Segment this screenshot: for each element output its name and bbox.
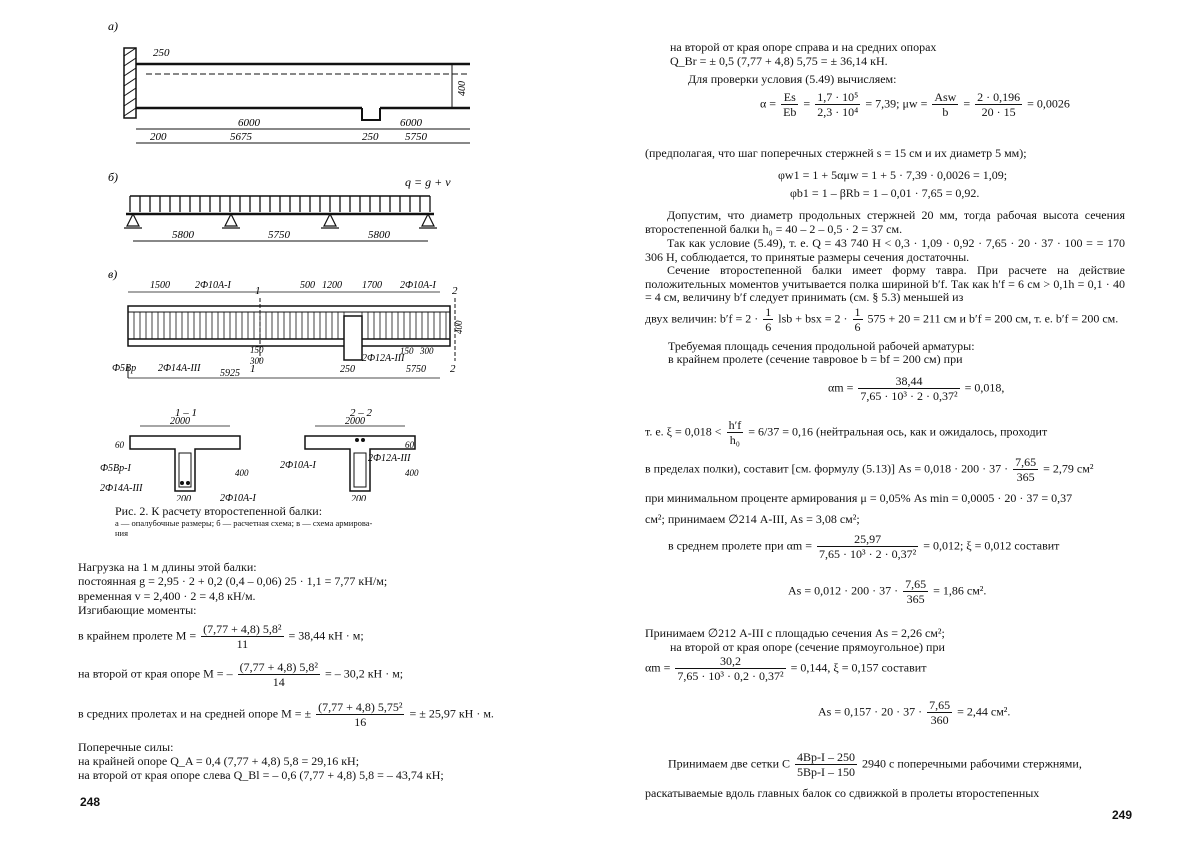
section-1-tee: [130, 436, 240, 491]
dim-500: 500: [300, 280, 315, 291]
right-line-18: Принимаем ∅212 А-III с площадью сечения As = 2,26 см²;: [645, 626, 945, 640]
section-1-label-3: 2Ф10А-I: [220, 493, 256, 501]
right-line-10: Требуемая площадь сечения продольной рабочей арматуры:: [668, 339, 975, 353]
dim-250-v: 250: [340, 364, 355, 375]
paragraph-1: Допустим, что диаметр продольных стержней 20 мм, тогда рабочая высота сечения второстепенной балки h₀ = 40 – 2 – 0,5 · 2 = 37 см.: [645, 208, 1125, 236]
beam-figure: [100, 16, 480, 501]
moment-second-support: на второй от края опоре M = – $\frac{\text{(7,77 + 4,8) 5,8²}}{14}$ = – 30,2 кН · м;: [78, 660, 404, 689]
section-1-base: 200: [176, 494, 191, 501]
section-2-title: 2 – 2: [350, 407, 372, 419]
bar-bottom-right: 2Ф12А-III: [362, 353, 405, 364]
dim-5925: 5925: [220, 368, 240, 379]
section-1-label-2: 2Ф14А-III: [100, 483, 143, 494]
right-line-23: раскатываемые вдоль главных балок со сдвижкой в пролеты второстепенных: [645, 786, 1040, 800]
page-number-right: 249: [1112, 808, 1133, 822]
dim-300a: 300: [250, 356, 264, 366]
load-heading: Нагрузка на 1 м длины этой балки:: [78, 560, 257, 574]
fig-label-a: а): [108, 19, 118, 33]
alpha-m-2: в среднем пролете при αm = $\frac{25,97}{\text{7,65 · 10³ · 2 · 0,37²}}$ = 0,012; ξ = 0,012 составит: [668, 532, 1060, 561]
dim-6000-2: 6000: [400, 117, 422, 129]
section-mark-1b: 1: [250, 363, 256, 375]
right-line-2: Q_Br = ± 0,5 (7,77 + 4,8) 5,75 = ± 36,14 кН.: [670, 54, 888, 68]
dim-5800-2: 5800: [368, 229, 390, 241]
section-1-label-1: Ф5Вр-I: [100, 463, 131, 474]
stirrups: [134, 312, 446, 339]
dim-200: 200: [150, 131, 167, 143]
page-number-left: 248: [80, 795, 101, 809]
fig-label-v: в): [108, 267, 118, 281]
section-2-height: 400: [405, 468, 419, 478]
section-1-flange: 60: [115, 440, 124, 450]
bf-formula: двух величин: b′f = 2 · $\frac{1}{6}$ lsb + bsx = 2 · $\frac{1}{6}$ 575 + 20 = 211 см и b′f = 200 см, т. е. b′f = 200 см.: [645, 305, 1119, 334]
phi-b1: φb1 = 1 – βRb = 1 – 0,01 · 7,65 = 0,92.: [790, 186, 980, 200]
alpha-m-1: αm = $\frac{38,44}{\text{7,65 · 10³ · 2 · 0,37²}}$ = 0,018,: [828, 374, 1005, 403]
section-mark-2: 2: [452, 285, 458, 297]
xi-line: т. е. ξ = 0,018 < $\frac{h'f}{\text{h₀}}$ = 6/37 = 0,16 (нейтральная ось, как и ожидалось, проходит: [645, 418, 1048, 447]
supports: [124, 214, 437, 228]
dim-6000-1: 6000: [238, 117, 260, 129]
moment-end-span: в крайнем пролете M = $\frac{\text{(7,77 + 4,8) 5,8²}}{11}$ = 38,44 кН · м;: [78, 622, 364, 651]
caption-body-1: а — опалубочные размеры; б — расчетная схема; в — схема армирова-: [115, 518, 373, 528]
as2-line: As = 0,012 · 200 · 37 · $\frac{7,65}{365}$ = 1,86 см².: [788, 577, 987, 606]
section-1-width: 2000: [170, 416, 190, 427]
dim-150a: 150: [250, 345, 264, 355]
section-2-width: 2000: [345, 416, 365, 427]
dim-5675: 5675: [230, 131, 252, 143]
paragraph-3: Сечение второстепенной балки имеет форму тавра. При расчете на действие положительных моментов учитывается полка шириной b′f. Так как h′f = 6 см > 0,1h = 0,1 · 40 = 4 см, величину b′f следует принимать (см. § 5.3) меньшей из: [645, 263, 1125, 304]
right-line-1: на второй от края опоре справа и на средних опорах: [670, 40, 937, 54]
dim-5800-1: 5800: [172, 229, 194, 241]
phi-w1: φw1 = 1 + 5αμw = 1 + 5 · 7,39 · 0,0026 = 1,09;: [778, 168, 1008, 182]
dim-1700: 1700: [362, 280, 382, 291]
dim-400: 400: [457, 81, 468, 96]
bar-top-left: 2Ф10А-I: [195, 280, 231, 291]
figure-caption: [115, 505, 495, 538]
load-label: q = g + v: [405, 175, 451, 189]
shear-qa: на крайней опоре Q_A = 0,4 (7,77 + 4,8) 5,8 = 29,16 кН;: [78, 754, 360, 768]
right-line-11: в крайнем пролете (сечение тавровое b = bf = 200 см) при: [668, 352, 963, 366]
right-line-3: Для проверки условия (5.49) вычисляем:: [688, 72, 897, 86]
dim-5750-b: 5750: [268, 229, 290, 241]
load-arrows: [130, 196, 430, 212]
section-2-flange: 60: [405, 440, 414, 450]
caption-title: Рис. 2. К расчету второстепенной балки:: [115, 504, 323, 518]
section-1-title: 1 – 1: [175, 407, 197, 419]
wall-hatch: [124, 48, 136, 118]
mesh-line: Принимаем две сетки С $\frac{4Вр-I - 250}{5Вр-I - 150}$ 2940 с поперечными рабочими стержнями,: [668, 750, 1082, 779]
moments-heading: Изгибающие моменты:: [78, 603, 197, 617]
section-1-height: 400: [235, 468, 249, 478]
dim-250: 250: [153, 47, 170, 59]
dim-150b: 150: [400, 346, 414, 356]
right-line-15: см²; принимаем ∅214 А-III, As = 3,08 см²;: [645, 512, 860, 526]
alpha-m-3: αm = $\frac{30,2}{\text{7,65 · 10³ · 0,2 · 0,37²}}$ = 0,144, ξ = 0,157 составит: [645, 654, 927, 683]
shear-heading: Поперечные силы:: [78, 740, 174, 754]
dim-5750: 5750: [405, 131, 427, 143]
bar-top-right: 2Ф10А-I: [400, 280, 436, 291]
dim-1500: 1500: [150, 280, 170, 291]
fig-label-b: б): [108, 170, 119, 184]
caption-body-2: ния: [115, 528, 129, 538]
section-2-label-2: 2Ф12А-III: [368, 453, 411, 464]
shear-qbl: на второй от края опоре слева Q_Bl = – 0,6 (7,77 + 4,8) 5,8 = – 43,74 кН;: [78, 768, 444, 782]
section-2-base: 200: [351, 494, 366, 501]
as3-line: As = 0,157 · 20 · 37 · $\frac{7,65}{360}$ = 2,44 см².: [818, 698, 1011, 727]
paragraph-2: Так как условие (5.49), т. е. Q = 43 740 Н < 0,3 · 1,09 · 0,92 · 7,65 · 20 · 37 · 100 = = 170 306 Н, соблюдается, то принятые размеры сечения достаточны.: [645, 236, 1125, 264]
stirrup-label: Ф5Вр: [112, 363, 137, 374]
live-load: временная v = 2,400 · 2 = 4,8 кН/м.: [78, 589, 256, 603]
dim-300b: 300: [420, 346, 434, 356]
right-line-14: при минимальном проценте армирования μ = 0,05% As min = 0,0005 · 20 · 37 = 0,37: [645, 491, 1073, 505]
moment-middle-span: в средних пролетах и на средней опоре M = ± $\frac{\text{(7,77 + 4,8) 5,75²}}{16}$ = ± 25,97 кН · м.: [78, 700, 494, 729]
main-beam-section: [344, 316, 362, 360]
dim-5750-v: 5750: [406, 364, 426, 375]
dim-1200: 1200: [322, 280, 342, 291]
main-beam-stub: [362, 108, 380, 120]
permanent-load: постоянная g = 2,95 · 2 + 0,2 (0,4 – 0,06) 25 · 1,1 = 7,77 кН/м;: [78, 574, 388, 588]
bar-bottom-left: 2Ф14А-III: [158, 363, 201, 374]
right-line-19: на второй от края опоре (сечение прямоугольное) при: [670, 640, 945, 654]
alpha-mu-formula: α = $\frac{Es}{Eb}$ = $\frac{\text{1,7 · 10⁵}}{\text{2,3 · 10⁴}}$ = 7,39; μw = $\frac{\text{Asw}}{b}$ = $\frac{2 \cdot 0,196}{20 \cdot 15}$ = 0,0026: [760, 90, 1070, 119]
dim-250b: 250: [362, 131, 379, 143]
section-mark-2b: 2: [450, 363, 456, 375]
section-2-label-1: 2Ф10А-I: [280, 460, 316, 471]
as1-line: в пределах полки), составит [см. формулу (5.13)] As = 0,018 · 200 · 37 · $\frac{7,65}{365}$ = 2,79 см²: [645, 455, 1094, 484]
right-line-5: (предполагая, что шаг поперечных стержней s = 15 см и их диаметр 5 мм);: [645, 146, 1027, 160]
right-page: [600, 0, 1200, 857]
dim-400-v: 400: [454, 320, 464, 334]
section-mark-1: 1: [255, 285, 261, 297]
